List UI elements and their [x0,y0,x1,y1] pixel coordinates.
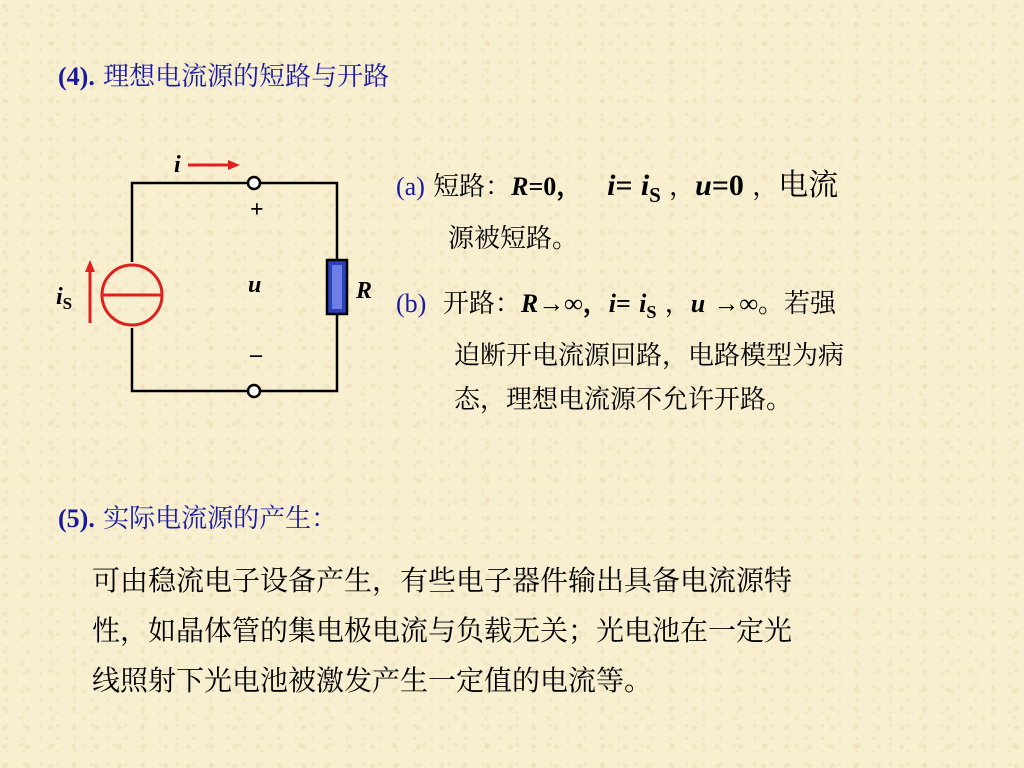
item-b-open-circuit [396,282,996,422]
item-b-label: (b) [396,289,427,318]
item-b-r: R [520,289,539,318]
plus-sign: + [250,197,264,223]
wires [132,183,337,391]
item-a-comma-2: ， [752,172,779,202]
item-a-u: u [695,169,712,202]
item-a-r-value: =0， [528,172,583,201]
item-a-u-value: =0 [711,169,744,202]
right-top-wire [260,183,337,260]
section-5-heading [58,498,337,535]
current-label: i [174,152,181,178]
top-wire [132,183,248,262]
item-b-text-2: 。若强 [758,289,837,319]
paragraph-line-1: 可由稳流电子设备产生，有些电子器件输出具备电流源特 [92,564,793,597]
item-a-short-circuit [396,164,996,261]
bottom-wire [132,328,248,391]
voltage-label: u [248,272,262,298]
item-b-open-text: 开路： [442,289,521,319]
terminal-bottom [248,385,260,397]
item-b-is: $i_S$ [639,289,657,323]
item-b-line-3: 态，理想电流源不允许开路。 [454,385,793,416]
item-b-line-1 [396,282,996,334]
item-b-r-value: →∞， [538,289,609,318]
section-4-number: (4). [58,62,95,91]
section-5-title: 实际电流源的产生： [103,504,338,534]
item-a-current-text: 电流 [778,168,839,203]
item-a-label: (a) [396,172,425,201]
source-current-arrow [85,260,95,323]
item-b-eq: = [616,289,631,318]
item-b-line-2: 迫断开电流源回路，电路模型为病 [454,341,845,372]
item-a-comma-1: ， [669,172,696,202]
item-b-u-value: →∞ [713,289,759,318]
item-a-is: $i_S$ [640,169,661,207]
item-a-line-2: 源被短路。 [448,224,579,254]
terminal-top [248,177,260,189]
current-source-symbol [102,265,162,325]
section-5-number: (5). [58,504,95,533]
item-b-i: i [608,289,616,318]
paragraph-line-3: 线照射下光电池被激发产生一定值的电流等。 [92,664,653,697]
current-direction-arrow [188,160,240,170]
paragraph-line-2: 性，如晶体管的集电极电流与负载无关；光电池在一定光 [92,614,793,647]
item-a-line-1 [396,164,996,217]
resistor-label: R [356,278,373,304]
practical-source-paragraph [92,556,972,706]
section-4-heading [58,56,389,93]
item-b-comma: ， [664,289,691,319]
right-bottom-wire [260,315,337,391]
item-a-eq: = [615,169,633,202]
source-label: $i_S$ [56,284,73,313]
item-a-short-text: 短路： [433,172,512,202]
minus-sign: – [250,342,262,368]
item-a-r: R [511,172,529,201]
circuit-diagram [40,140,390,410]
item-b-u: u [690,289,706,318]
item-a-i: i [607,169,616,202]
section-4-title: 理想电流源的短路与开路 [103,62,390,92]
